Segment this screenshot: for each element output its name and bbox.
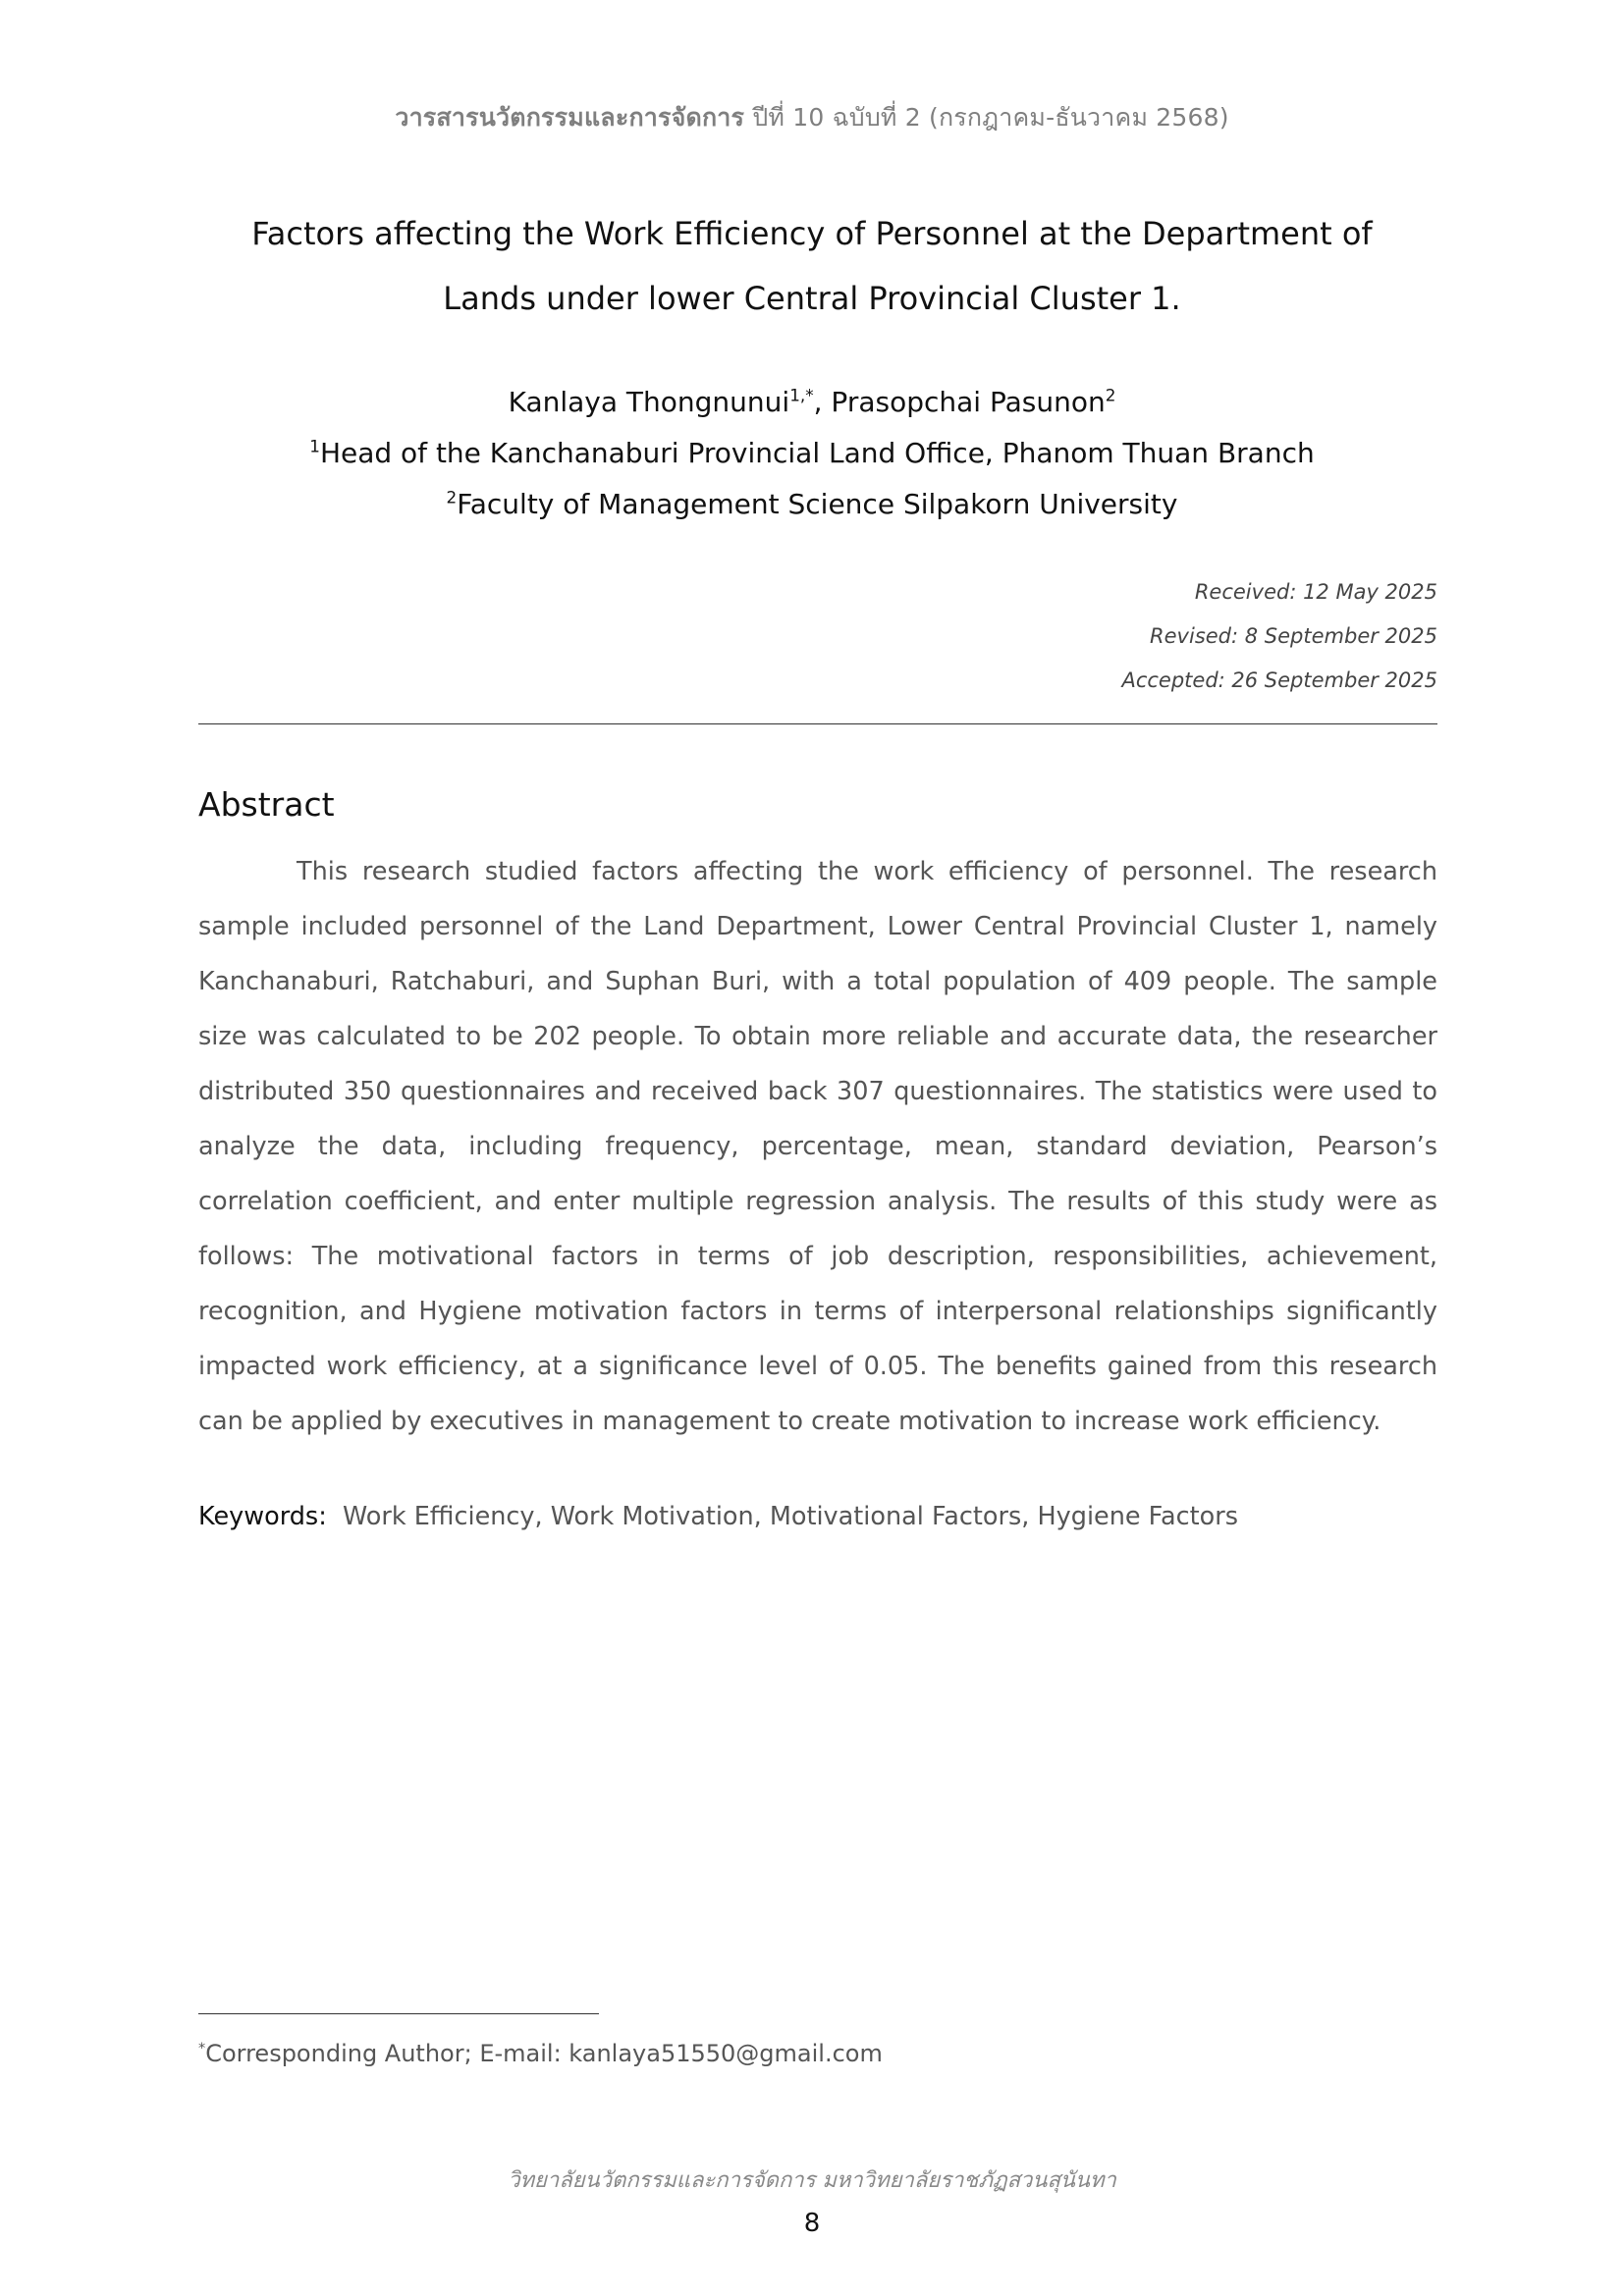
title-line-2: Lands under lower Central Provincial Cluster 1. — [443, 280, 1181, 317]
footnote-text: Corresponding Author; E-mail: kanlaya51550@gmail.com — [205, 2040, 883, 2067]
corresponding-author-footnote — [198, 2040, 883, 2067]
abstract-heading: Abstract — [198, 785, 335, 824]
journal-header — [0, 98, 1624, 137]
footer-university: วิทยาลัยนวัตกรรมและการจัดการ มหาวิทยาลัยราชภัฏสวนสุนันทา — [508, 2168, 1116, 2193]
page-number: 8 — [803, 2209, 821, 2238]
keywords-line — [198, 1502, 1238, 1531]
accepted-date: Accepted: 26 September 2025 — [1121, 668, 1437, 692]
header-divider — [198, 723, 1437, 724]
footnote-sup: * — [198, 2041, 206, 2056]
author-1-sup: 1,* — [789, 385, 814, 405]
affiliation-2-text: Faculty of Management Science Silpakorn University — [457, 488, 1178, 520]
journal-name: วารสารนวัตกรรมและการจัดการ — [395, 103, 745, 132]
keywords-label: Keywords: — [198, 1502, 327, 1531]
footnote-divider — [198, 2013, 599, 2014]
received-date: Received: 12 May 2025 — [1194, 580, 1437, 604]
author-2-sup: 2 — [1105, 385, 1116, 405]
author-list — [0, 386, 1624, 418]
author-separator: , — [813, 386, 832, 418]
affiliation-1-text: Head of the Kanchanaburi Provincial Land Office, Phanom Thuan Branch — [319, 437, 1315, 469]
title-line-1: Factors affecting the Work Efficiency of Personnel at the Department of — [251, 215, 1373, 252]
affiliation-1 — [0, 437, 1624, 469]
affiliation-2 — [0, 488, 1624, 520]
affiliation-2-sup: 2 — [446, 487, 458, 507]
keywords-values: Work Efficiency, Work Motivation, Motivational Factors, Hygiene Factors — [343, 1502, 1239, 1531]
author-1-name: Kanlaya Thongnunui — [508, 386, 790, 418]
abstract-body: This research studied factors affecting the work efficiency of personnel. The research sample included personnel of the Land Department, Lower Central Provincial Cluster 1, namely Kanchanaburi, Ratchaburi, and Suphan Buri, with a total population of 409 people. The sample size was calculated to be 202 people. To obtain more reliable and accurate data, the researcher distributed 350 questionnaires and received back 307 questionnaires. The statistics were used to analyze the data, including frequency, percentage, mean, standard deviation, Pearson’s correlation coefficient, and enter multiple regression analysis. The results of this study were as follows: The motivational factors in terms of job description, responsibilities, achievement, recognition, and Hygiene motivation factors in terms of interpersonal relationships significantly impacted work efficiency, at a significance level of 0.05. The benefits gained from this research can be applied by executives in management to create motivation to increase work efficiency. — [198, 857, 1437, 1436]
affiliation-1-sup: 1 — [309, 436, 320, 456]
revised-date: Revised: 8 September 2025 — [1150, 624, 1437, 648]
paper-title — [196, 201, 1428, 331]
journal-issue: ปีที่ 10 ฉบับที่ 2 (กรกฎาคม-ธันวาคม 2568) — [752, 103, 1229, 132]
author-2-name: Prasopchai Pasunon — [831, 386, 1106, 418]
